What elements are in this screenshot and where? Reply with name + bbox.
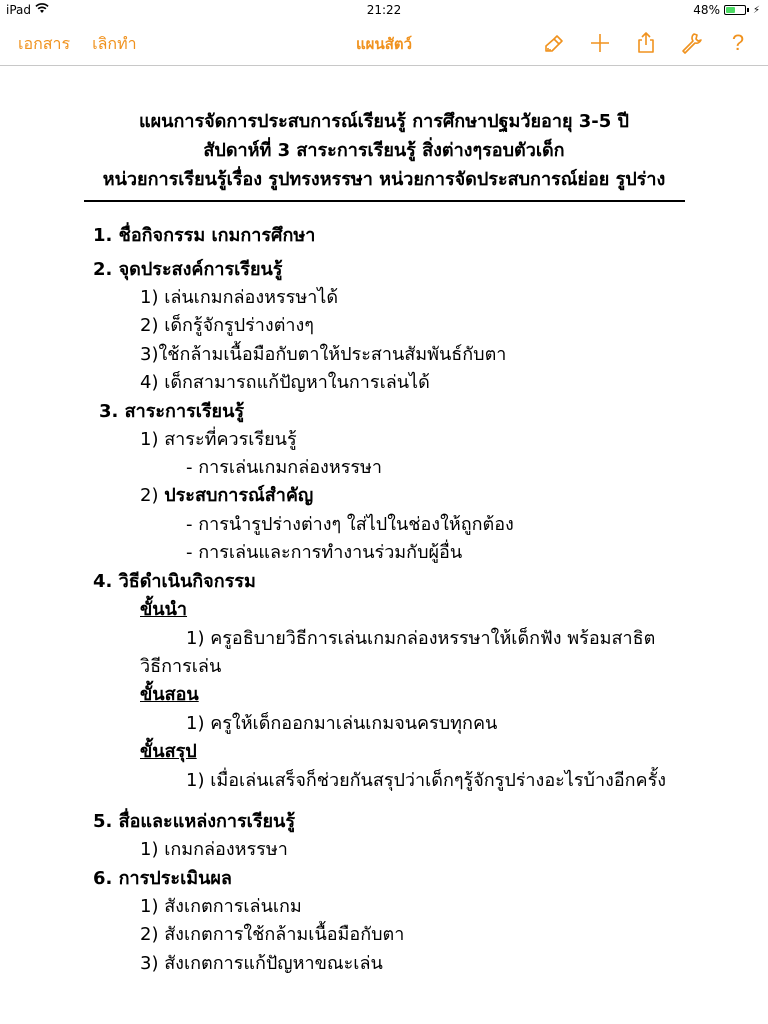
- document-title: แผนสัตว์: [355, 35, 413, 53]
- section-1-heading: 1. ชื่อกิจกรรม เกมการศึกษา: [93, 225, 316, 246]
- content-subheading: 1) สาระที่ควรเรียนรู้: [140, 429, 297, 450]
- objective-item: 3)ใช้กล้ามเนื้อมือกับตาให้ประสานสัมพันธ์กับตา: [140, 344, 507, 365]
- section-4-heading: 4. วิธีดำเนินกิจกรรม: [93, 571, 256, 592]
- summary-step-heading: ขั้นสรุป: [140, 741, 197, 762]
- experience-subheading: [140, 480, 313, 509]
- section-6-heading: 6. การประเมินผล: [93, 868, 232, 889]
- experience-item: - การเล่นและการทำงานร่วมกับผู้อื่น: [186, 542, 463, 563]
- section-3-heading: 3. สาระการเรียนรู้: [99, 401, 245, 422]
- experience-label: ประสบการณ์สำคัญ: [164, 485, 314, 506]
- device-label: iPad: [6, 3, 32, 17]
- toolbar: [0, 20, 768, 66]
- undo-button[interactable]: เลิกทำ: [92, 34, 137, 53]
- status-bar: [0, 0, 768, 20]
- doc-title-line-3: หน่วยการเรียนรู้เรื่อง รูปทรงหรรษา หน่วยการจัดประสบการณ์ย่อย รูปร่าง: [102, 169, 666, 190]
- intro-step-heading: ขั้นนำ: [140, 599, 188, 620]
- experience-number: 2): [140, 485, 165, 506]
- documents-button[interactable]: เอกสาร: [18, 34, 71, 53]
- clock: 21:22: [366, 3, 402, 17]
- teaching-step-item: 1) ครูให้เด็กออกมาเล่นเกมจนครบทุกคน: [186, 713, 498, 734]
- doc-title-line-1: แผนการจัดการประสบการณ์เรียนรู้ การศึกษาปฐมวัยอายุ 3-5 ปี: [139, 111, 629, 132]
- section-5-heading: 5. สื่อและแหล่งการเรียนรู้: [93, 811, 296, 832]
- intro-step-item-continued: วิธีการเล่น: [140, 656, 222, 677]
- evaluation-item: 3) สังเกตการแก้ปัญหาขณะเล่น: [140, 953, 383, 974]
- teaching-step-heading: ขั้นสอน: [140, 684, 199, 705]
- media-item: 1) เกมกล่องหรรษา: [140, 839, 288, 860]
- objective-item: 1) เล่นเกมกล่องหรรษาได้: [140, 287, 339, 308]
- section-2-heading: 2. จุดประสงค์การเรียนรู้: [93, 259, 283, 280]
- help-glyph: ?: [731, 30, 745, 55]
- objective-item: 2) เด็กรู้จักรูปร่างต่างๆ: [140, 315, 314, 336]
- doc-title-line-2: สัปดาห์ที่ 3 สาระการเรียนรู้ สิ่งต่างๆรอบตัวเด็ก: [203, 140, 565, 161]
- battery-percent: 48%: [693, 3, 720, 17]
- brush-icon[interactable]: [540, 30, 568, 56]
- evaluation-item: 1) สังเกตการเล่นเกม: [140, 896, 302, 917]
- share-icon[interactable]: [632, 30, 660, 56]
- objective-item: 4) เด็กสามารถแก้ปัญหาในการเล่นได้: [140, 372, 430, 393]
- battery-icon: [724, 5, 746, 15]
- plus-icon[interactable]: [586, 30, 614, 56]
- summary-step-item: 1) เมื่อเล่นเสร็จก็ช่วยกันสรุปว่าเด็กๆรู้จักรูปร่างอะไรบ้างอีกครั้ง: [186, 770, 667, 791]
- experience-item: - การนำรูปร่างต่างๆ ใส่ไปในช่องให้ถูกต้อง: [186, 514, 514, 535]
- help-icon[interactable]: [724, 30, 752, 56]
- title-divider: [84, 200, 685, 202]
- evaluation-item: 2) สังเกตการใช้กล้ามเนื้อมือกับตา: [140, 924, 405, 945]
- charging-icon: ⚡: [752, 4, 760, 16]
- intro-step-item: 1) ครูอธิบายวิธีการเล่นเกมกล่องหรรษาให้เด็กฟัง พร้อมสาธิต: [186, 628, 656, 649]
- content-item: - การเล่นเกมกล่องหรรษา: [186, 457, 382, 478]
- wrench-icon[interactable]: [678, 30, 706, 56]
